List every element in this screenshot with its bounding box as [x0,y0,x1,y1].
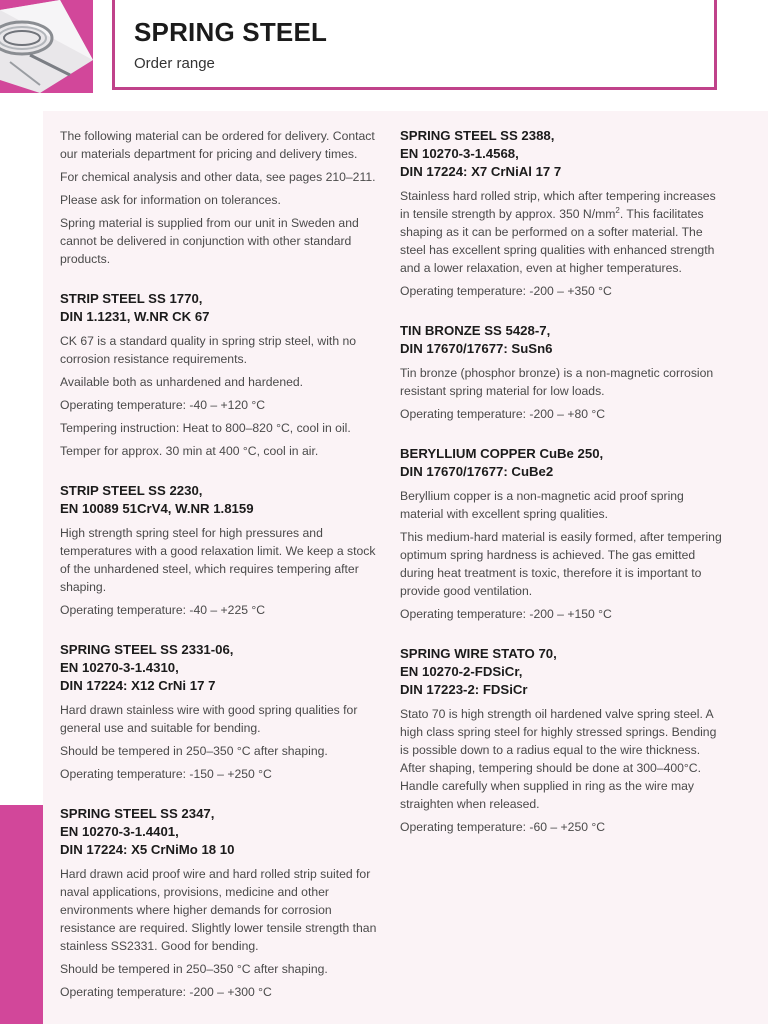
section-strip-1770 [60,290,382,460]
section-strip-2230 [60,482,382,619]
right-column [400,127,722,858]
section-paragraph: Operating temperature: -40 – +225 °C [60,603,266,617]
section-beryllium-copper [400,445,722,623]
intro-paragraph: Spring material is supplied from our unit in Sweden and cannot be delivered in conjunction with other standard products. [60,216,359,266]
section-paragraph: This medium-hard material is easily formed, after tempering optimum spring hardness is achieved. The gas emitted during heat treatment is toxic, therefore it is important to provide good ventilation. [400,530,722,598]
left-column [60,127,382,1023]
heading-line: STRIP STEEL SS 1770, [60,291,203,306]
paragraph-text: Stainless hard rolled strip, which after tempering increases in tensile strength by approx. 350 N/mm [400,189,716,221]
heading-line: EN 10270-2-FDSiCr, [400,664,523,679]
page-title: SPRING STEEL [134,17,328,47]
page-subtitle: Order range [134,55,215,72]
section-paragraph [400,187,722,277]
heading-line: DIN 17224: X7 CrNiAl 17 7 [400,164,562,179]
section-stato-70 [400,645,722,836]
heading-line: DIN 17670/17677: SuSn6 [400,341,553,356]
heading-line: SPRING STEEL SS 2388, [400,128,555,143]
section-heading [60,290,382,326]
section-paragraph: Tin bronze (phosphor bronze) is a non-magnetic corrosion resistant spring material for low loads. [400,366,714,398]
section-paragraph: CK 67 is a standard quality in spring strip steel, with no corrosion resistance requirements. [60,334,357,366]
section-heading [60,641,382,695]
section-paragraph: Should be tempered in 250–350 °C after shaping. [60,744,328,758]
section-heading [400,445,722,481]
heading-line: SPRING STEEL SS 2331-06, [60,642,234,657]
section-heading [60,482,382,518]
section-tin-bronze [400,322,722,423]
heading-line: DIN 17224: X12 CrNi 17 7 [60,678,216,693]
heading-line: EN 10270-3-1.4401, [60,824,179,839]
heading-line: TIN BRONZE SS 5428-7, [400,323,551,338]
heading-line: DIN 17223-2: FDSiCr [400,682,528,697]
intro-paragraph: The following material can be ordered for delivery. Contact our materials department for pricing and delivery times. [60,129,375,161]
superscript: 2 [615,205,620,215]
heading-line: DIN 1.1231, W.NR CK 67 [60,309,210,324]
section-paragraph: Should be tempered in 250–350 °C after shaping. [60,962,328,976]
steel-coil-photo [0,0,93,93]
section-paragraph: Temper for approx. 30 min at 400 °C, cool in air. [60,444,319,458]
section-paragraph: Operating temperature: -40 – +120 °C [60,398,266,412]
heading-line: DIN 17224: X5 CrNiMo 18 10 [60,842,235,857]
section-spring-2331 [60,641,382,783]
section-paragraph: Operating temperature: -200 – +300 °C [60,985,272,999]
intro-section [60,127,382,268]
section-paragraph: Hard drawn stainless wire with good spring qualities for general use and suitable for bending. [60,703,358,735]
section-heading [400,322,722,358]
heading-line: DIN 17670/17677: CuBe2 [400,464,554,479]
section-paragraph: Hard drawn acid proof wire and hard rolled strip suited for naval applications, provisions, medicine and other environments where higher demands for corrosion resistance are required. Slightly lower tensile strength than stainless SS2331. Good for bending. [60,867,377,953]
section-paragraph: Operating temperature: -150 – +250 °C [60,767,272,781]
section-paragraph: Operating temperature: -200 – +350 °C [400,284,612,298]
section-heading [60,805,382,859]
paragraph-text: . This facilitates shaping as it can be performed on a softer material. The steel has excellent spring qualities with enhanced strength and a lower relaxation, even at higher temperatures. [400,207,715,275]
section-paragraph: Stato 70 is high strength oil hardened valve spring steel. A high class spring steel for highly stressed springs. Bending is possible down to a radius equal to the wire thickness. After shaping, tempering should be done at 300–400°C. Handle carefully when supplied in ring as the wire may straighten when released. [400,707,717,811]
heading-line: SPRING WIRE STATO 70, [400,646,557,661]
heading-line: SPRING STEEL SS 2347, [60,806,215,821]
heading-line: EN 10089 51CrV4, W.NR 1.8159 [60,501,254,516]
title-box [112,0,717,90]
heading-line: EN 10270-3-1.4310, [60,660,179,675]
heading-line: STRIP STEEL SS 2230, [60,483,203,498]
section-paragraph: Operating temperature: -200 – +150 °C [400,607,612,621]
section-spring-2347 [60,805,382,1001]
section-spring-2388 [400,127,722,300]
intro-paragraph: Please ask for information on tolerances. [60,193,281,207]
section-paragraph: Tempering instruction: Heat to 800–820 °C, cool in oil. [60,421,351,435]
heading-line: BERYLLIUM COPPER CuBe 250, [400,446,604,461]
section-heading [400,127,722,181]
section-paragraph: Available both as unhardened and hardened. [60,375,304,389]
section-paragraph: Operating temperature: -200 – +80 °C [400,407,606,421]
section-heading [400,645,722,699]
section-paragraph: High strength spring steel for high pressures and temperatures with a good relaxation limit. We keep a stock of the unhardened steel, which requires tempering after shaping. [60,526,376,594]
section-paragraph: Beryllium copper is a non-magnetic acid proof spring material with excellent spring qualities. [400,489,684,521]
heading-line: EN 10270-3-1.4568, [400,146,519,161]
section-paragraph: Operating temperature: -60 – +250 °C [400,820,606,834]
side-tab [0,805,43,1024]
intro-paragraph: For chemical analysis and other data, see pages 210–211. [60,170,376,184]
